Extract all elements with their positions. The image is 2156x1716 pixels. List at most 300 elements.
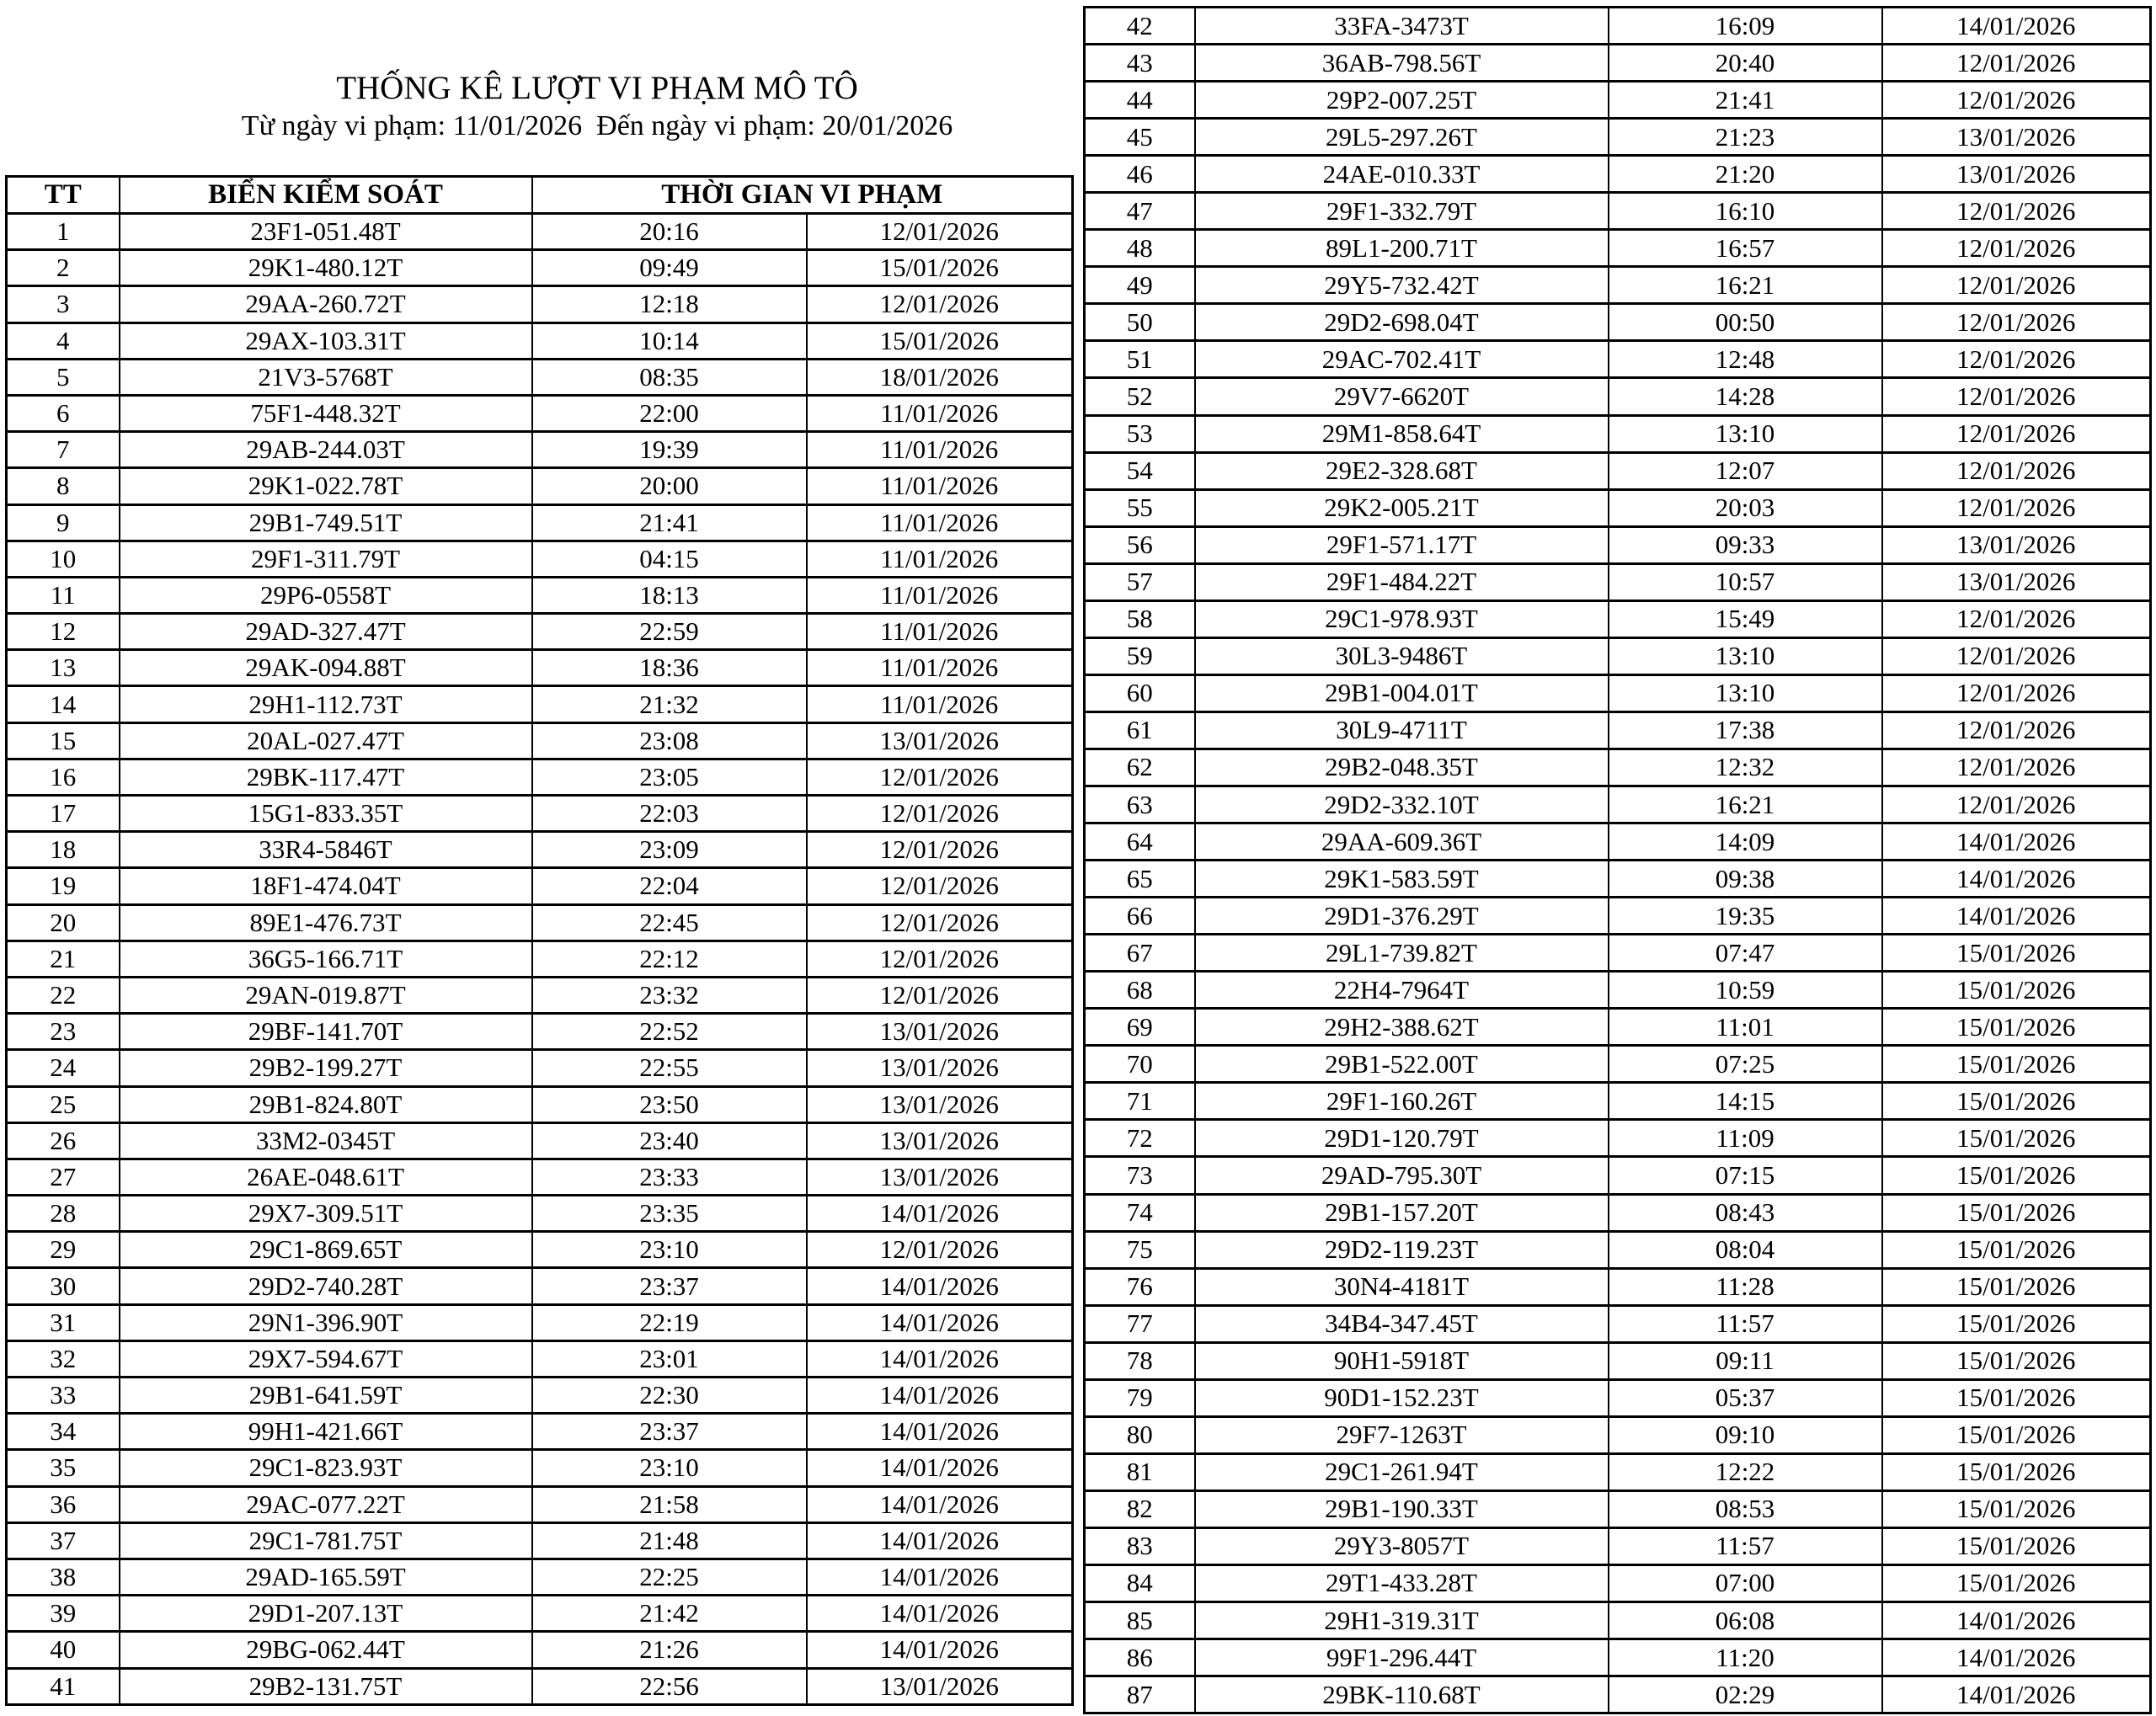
cell-tt: 61 [1085, 711, 1195, 749]
cell-plate: 29F1-484.22T [1195, 563, 1609, 600]
col-header-plate: BIỂN KIỂM SOÁT [120, 177, 532, 214]
cell-tt: 4 [7, 322, 120, 359]
cell-time: 07:47 [1609, 935, 1882, 972]
cell-time: 22:45 [532, 904, 807, 941]
cell-tt: 5 [7, 359, 120, 395]
cell-plate: 29F1-332.79T [1195, 193, 1609, 230]
cell-time: 11:20 [1609, 1639, 1882, 1676]
cell-plate: 29N1-396.90T [120, 1304, 532, 1340]
cell-plate: 26AE-048.61T [120, 1159, 532, 1195]
cell-tt: 82 [1085, 1490, 1195, 1527]
cell-tt: 84 [1085, 1564, 1195, 1601]
table-row [7, 286, 1073, 322]
table-row [7, 759, 1073, 795]
table-row [1085, 898, 2151, 935]
cell-time: 11:28 [1609, 1268, 1882, 1305]
cell-time: 06:08 [1609, 1602, 1882, 1639]
cell-tt: 50 [1085, 304, 1195, 341]
cell-time: 10:14 [532, 322, 807, 359]
cell-time: 11:09 [1609, 1120, 1882, 1157]
cell-time: 11:57 [1609, 1527, 1882, 1564]
cell-tt: 48 [1085, 230, 1195, 267]
cell-tt: 66 [1085, 898, 1195, 935]
cell-tt: 77 [1085, 1305, 1195, 1342]
cell-plate: 29AX-103.31T [120, 322, 532, 359]
cell-time: 13:10 [1609, 415, 1882, 452]
cell-plate: 29D1-376.29T [1195, 898, 1609, 935]
cell-tt: 68 [1085, 972, 1195, 1009]
cell-tt: 76 [1085, 1268, 1195, 1305]
cell-plate: 29C1-869.65T [120, 1232, 532, 1268]
cell-date: 12/01/2026 [1882, 267, 2151, 304]
cell-plate: 22H4-7964T [1195, 972, 1609, 1009]
cell-tt: 36 [7, 1486, 120, 1522]
cell-plate: 21V3-5768T [120, 359, 532, 395]
cell-plate: 29F1-160.26T [1195, 1083, 1609, 1120]
cell-date: 11/01/2026 [807, 650, 1073, 686]
cell-plate: 29B1-157.20T [1195, 1194, 1609, 1231]
violations-rows-left [7, 214, 1073, 1705]
cell-time: 21:32 [532, 686, 807, 722]
cell-tt: 26 [7, 1122, 120, 1159]
cell-tt: 40 [7, 1632, 120, 1668]
cell-time: 22:03 [532, 796, 807, 832]
cell-date: 14/01/2026 [807, 1378, 1073, 1414]
cell-tt: 9 [7, 504, 120, 541]
cell-plate: 29V7-6620T [1195, 378, 1609, 415]
cell-plate: 29D2-698.04T [1195, 304, 1609, 341]
cell-plate: 29AD-165.59T [120, 1559, 532, 1595]
cell-tt: 78 [1085, 1342, 1195, 1379]
cell-plate: 29C1-823.93T [120, 1450, 532, 1486]
table-row [7, 541, 1073, 577]
cell-date: 12/01/2026 [1882, 786, 2151, 823]
cell-time: 10:57 [1609, 563, 1882, 600]
cell-plate: 29AA-609.36T [1195, 823, 1609, 861]
cell-time: 22:04 [532, 868, 807, 904]
table-row [1085, 823, 2151, 861]
cell-time: 09:11 [1609, 1342, 1882, 1379]
cell-time: 23:32 [532, 977, 807, 1013]
cell-time: 23:08 [532, 722, 807, 759]
cell-tt: 21 [7, 941, 120, 977]
cell-date: 14/01/2026 [807, 1486, 1073, 1522]
cell-date: 11/01/2026 [807, 395, 1073, 431]
table-row [7, 1340, 1073, 1377]
table-row [1085, 304, 2151, 341]
cell-date: 15/01/2026 [1882, 1120, 2151, 1157]
cell-tt: 53 [1085, 415, 1195, 452]
cell-plate: 29C1-781.75T [120, 1522, 532, 1559]
cell-tt: 87 [1085, 1676, 1195, 1713]
cell-date: 14/01/2026 [1882, 1602, 2151, 1639]
cell-tt: 62 [1085, 749, 1195, 786]
cell-plate: 29BG-062.44T [120, 1632, 532, 1668]
violations-rows-right [1085, 8, 2151, 1713]
cell-date: 13/01/2026 [807, 722, 1073, 759]
cell-date: 14/01/2026 [807, 1268, 1073, 1304]
cell-date: 12/01/2026 [1882, 637, 2151, 674]
cell-plate: 29L1-739.82T [1195, 935, 1609, 972]
table-row [7, 504, 1073, 541]
cell-plate: 29X7-309.51T [120, 1196, 532, 1232]
table-row [1085, 1268, 2151, 1305]
cell-time: 08:35 [532, 359, 807, 395]
table-row [1085, 1120, 2151, 1157]
cell-tt: 46 [1085, 156, 1195, 193]
page-subtitle: Từ ngày vi phạm: 11/01/2026 Đến ngày vi phạm: 20/01/2026 [241, 110, 953, 141]
cell-date: 13/01/2026 [807, 1050, 1073, 1086]
cell-time: 14:09 [1609, 823, 1882, 861]
table-row [1085, 1046, 2151, 1083]
table-row [1085, 45, 2151, 82]
table-row [1085, 1676, 2151, 1713]
cell-tt: 80 [1085, 1416, 1195, 1453]
cell-tt: 18 [7, 832, 120, 868]
cell-plate: 75F1-448.32T [120, 395, 532, 431]
cell-plate: 29BK-117.47T [120, 759, 532, 795]
cell-plate: 29AB-244.03T [120, 432, 532, 468]
table-row [7, 904, 1073, 941]
cell-plate: 29AC-702.41T [1195, 341, 1609, 378]
cell-time: 19:39 [532, 432, 807, 468]
table-row [1085, 972, 2151, 1009]
table-row [7, 722, 1073, 759]
cell-plate: 29P6-0558T [120, 577, 532, 613]
cell-plate: 29K1-022.78T [120, 468, 532, 504]
cell-tt: 13 [7, 650, 120, 686]
cell-plate: 29T1-433.28T [1195, 1564, 1609, 1601]
cell-plate: 99H1-421.66T [120, 1414, 532, 1450]
cell-tt: 51 [1085, 341, 1195, 378]
table-row [1085, 452, 2151, 489]
cell-tt: 15 [7, 722, 120, 759]
cell-tt: 14 [7, 686, 120, 722]
table-row [7, 1486, 1073, 1522]
table-row [7, 577, 1073, 613]
cell-time: 18:13 [532, 577, 807, 613]
cell-date: 18/01/2026 [807, 359, 1073, 395]
cell-tt: 41 [7, 1668, 120, 1704]
cell-plate: 36G5-166.71T [120, 941, 532, 977]
cell-plate: 29Y5-732.42T [1195, 267, 1609, 304]
cell-plate: 20AL-027.47T [120, 722, 532, 759]
table-row [7, 1050, 1073, 1086]
table-row [1085, 119, 2151, 156]
cell-time: 07:25 [1609, 1046, 1882, 1083]
cell-time: 08:43 [1609, 1194, 1882, 1231]
cell-time: 12:48 [1609, 341, 1882, 378]
cell-tt: 2 [7, 250, 120, 286]
cell-date: 12/01/2026 [807, 286, 1073, 322]
table-row [1085, 1453, 2151, 1490]
table-row [1085, 82, 2151, 119]
cell-plate: 30L3-9486T [1195, 637, 1609, 674]
table-row [1085, 378, 2151, 415]
cell-time: 05:37 [1609, 1379, 1882, 1416]
cell-time: 21:48 [532, 1522, 807, 1559]
cell-time: 12:32 [1609, 749, 1882, 786]
cell-date: 15/01/2026 [1882, 1157, 2151, 1194]
cell-date: 14/01/2026 [807, 1596, 1073, 1632]
cell-time: 22:59 [532, 614, 807, 650]
cell-time: 22:25 [532, 1559, 807, 1595]
table-row [1085, 156, 2151, 193]
cell-tt: 11 [7, 577, 120, 613]
cell-date: 15/01/2026 [1882, 1083, 2151, 1120]
cell-plate: 29B1-641.59T [120, 1378, 532, 1414]
cell-time: 20:16 [532, 214, 807, 250]
cell-date: 12/01/2026 [1882, 193, 2151, 230]
col-header-tt: TT [7, 177, 120, 214]
cell-time: 16:10 [1609, 193, 1882, 230]
cell-plate: 29BF-141.70T [120, 1014, 532, 1050]
table-row [1085, 1009, 2151, 1046]
table-row [7, 1304, 1073, 1340]
table-row [1085, 563, 2151, 600]
cell-tt: 33 [7, 1378, 120, 1414]
cell-date: 12/01/2026 [1882, 711, 2151, 749]
cell-date: 15/01/2026 [1882, 1305, 2151, 1342]
cell-tt: 85 [1085, 1602, 1195, 1639]
cell-time: 22:55 [532, 1050, 807, 1086]
cell-date: 12/01/2026 [1882, 415, 2151, 452]
cell-time: 07:00 [1609, 1564, 1882, 1601]
cell-time: 12:22 [1609, 1453, 1882, 1490]
cell-plate: 29B2-048.35T [1195, 749, 1609, 786]
cell-time: 22:52 [532, 1014, 807, 1050]
cell-date: 12/01/2026 [807, 832, 1073, 868]
cell-plate: 34B4-347.45T [1195, 1305, 1609, 1342]
table-row [1085, 1527, 2151, 1564]
cell-time: 21:23 [1609, 119, 1882, 156]
cell-date: 13/01/2026 [1882, 526, 2151, 563]
cell-tt: 35 [7, 1450, 120, 1486]
cell-plate: 29B1-522.00T [1195, 1046, 1609, 1083]
cell-tt: 32 [7, 1340, 120, 1377]
cell-tt: 59 [1085, 637, 1195, 674]
cell-date: 11/01/2026 [807, 468, 1073, 504]
cell-tt: 55 [1085, 489, 1195, 526]
cell-plate: 29B1-004.01T [1195, 674, 1609, 711]
table-row [1085, 1194, 2151, 1231]
cell-time: 12:18 [532, 286, 807, 322]
table-row [7, 1668, 1073, 1704]
cell-plate: 29K1-480.12T [120, 250, 532, 286]
table-row [1085, 193, 2151, 230]
cell-plate: 29D2-740.28T [120, 1268, 532, 1304]
cell-date: 15/01/2026 [1882, 1490, 2151, 1527]
cell-tt: 52 [1085, 378, 1195, 415]
cell-time: 09:38 [1609, 861, 1882, 898]
cell-tt: 17 [7, 796, 120, 832]
cell-time: 23:35 [532, 1196, 807, 1232]
cell-tt: 57 [1085, 563, 1195, 600]
table-row [7, 1596, 1073, 1632]
cell-time: 18:36 [532, 650, 807, 686]
table-row [7, 214, 1073, 250]
cell-plate: 29AN-019.87T [120, 977, 532, 1013]
cell-plate: 29AK-094.88T [120, 650, 532, 686]
cell-plate: 29B2-199.27T [120, 1050, 532, 1086]
cell-date: 14/01/2026 [1882, 1639, 2151, 1676]
table-row [7, 868, 1073, 904]
table-row [7, 1014, 1073, 1050]
cell-plate: 89E1-476.73T [120, 904, 532, 941]
cell-date: 12/01/2026 [1882, 341, 2151, 378]
cell-date: 14/01/2026 [1882, 823, 2151, 861]
cell-plate: 90D1-152.23T [1195, 1379, 1609, 1416]
cell-time: 10:59 [1609, 972, 1882, 1009]
cell-date: 14/01/2026 [1882, 861, 2151, 898]
cell-time: 22:56 [532, 1668, 807, 1704]
cell-tt: 38 [7, 1559, 120, 1595]
cell-tt: 71 [1085, 1083, 1195, 1120]
cell-tt: 63 [1085, 786, 1195, 823]
violations-table-left [5, 175, 1074, 1706]
table-row [7, 832, 1073, 868]
cell-tt: 72 [1085, 1120, 1195, 1157]
cell-tt: 39 [7, 1596, 120, 1632]
cell-time: 21:42 [532, 1596, 807, 1632]
cell-plate: 29H1-112.73T [120, 686, 532, 722]
cell-date: 15/01/2026 [1882, 972, 2151, 1009]
table-row [1085, 861, 2151, 898]
cell-plate: 29E2-328.68T [1195, 452, 1609, 489]
cell-date: 12/01/2026 [1882, 304, 2151, 341]
cell-date: 14/01/2026 [807, 1522, 1073, 1559]
cell-tt: 1 [7, 214, 120, 250]
table-row [1085, 1602, 2151, 1639]
cell-tt: 19 [7, 868, 120, 904]
cell-time: 14:15 [1609, 1083, 1882, 1120]
table-row [1085, 674, 2151, 711]
cell-date: 12/01/2026 [1882, 749, 2151, 786]
table-row [1085, 1416, 2151, 1453]
cell-plate: 29P2-007.25T [1195, 82, 1609, 119]
cell-time: 11:57 [1609, 1305, 1882, 1342]
cell-plate: 33R4-5846T [120, 832, 532, 868]
cell-time: 14:28 [1609, 378, 1882, 415]
cell-date: 13/01/2026 [1882, 119, 2151, 156]
cell-plate: 29AA-260.72T [120, 286, 532, 322]
cell-date: 13/01/2026 [1882, 156, 2151, 193]
cell-tt: 58 [1085, 600, 1195, 637]
table-row [7, 322, 1073, 359]
cell-tt: 6 [7, 395, 120, 431]
cell-date: 12/01/2026 [1882, 600, 2151, 637]
cell-date: 11/01/2026 [807, 614, 1073, 650]
cell-date: 12/01/2026 [807, 941, 1073, 977]
cell-time: 20:03 [1609, 489, 1882, 526]
cell-date: 14/01/2026 [807, 1304, 1073, 1340]
table-row [1085, 1083, 2151, 1120]
cell-date: 13/01/2026 [807, 1086, 1073, 1122]
cell-plate: 29B1-824.80T [120, 1086, 532, 1122]
table-row [7, 468, 1073, 504]
cell-tt: 43 [1085, 45, 1195, 82]
cell-tt: 86 [1085, 1639, 1195, 1676]
cell-tt: 45 [1085, 119, 1195, 156]
table-row [7, 941, 1073, 977]
cell-date: 15/01/2026 [1882, 1268, 2151, 1305]
table-row [1085, 341, 2151, 378]
cell-time: 21:26 [532, 1632, 807, 1668]
cell-date: 13/01/2026 [807, 1668, 1073, 1704]
table-row [1085, 1490, 2151, 1527]
cell-tt: 20 [7, 904, 120, 941]
cell-time: 23:09 [532, 832, 807, 868]
cell-time: 23:10 [532, 1450, 807, 1486]
cell-date: 15/01/2026 [1882, 1453, 2151, 1490]
cell-date: 13/01/2026 [807, 1159, 1073, 1195]
cell-plate: 30L9-4711T [1195, 711, 1609, 749]
cell-plate: 29AD-795.30T [1195, 1157, 1609, 1194]
cell-tt: 31 [7, 1304, 120, 1340]
table-row [1085, 267, 2151, 304]
table-row [1085, 415, 2151, 452]
cell-tt: 73 [1085, 1157, 1195, 1194]
cell-date: 14/01/2026 [807, 1340, 1073, 1377]
cell-time: 21:20 [1609, 156, 1882, 193]
cell-tt: 56 [1085, 526, 1195, 563]
cell-tt: 28 [7, 1196, 120, 1232]
cell-tt: 30 [7, 1268, 120, 1304]
cell-time: 09:10 [1609, 1416, 1882, 1453]
table-row [1085, 1231, 2151, 1268]
cell-time: 16:21 [1609, 267, 1882, 304]
table-row [1085, 230, 2151, 267]
table-row [7, 650, 1073, 686]
cell-time: 00:50 [1609, 304, 1882, 341]
table-row [7, 1122, 1073, 1159]
cell-tt: 7 [7, 432, 120, 468]
cell-time: 23:10 [532, 1232, 807, 1268]
cell-time: 21:41 [532, 504, 807, 541]
cell-tt: 69 [1085, 1009, 1195, 1046]
cell-time: 23:37 [532, 1268, 807, 1304]
cell-date: 14/01/2026 [807, 1414, 1073, 1450]
cell-time: 22:19 [532, 1304, 807, 1340]
cell-tt: 10 [7, 541, 120, 577]
cell-time: 23:33 [532, 1159, 807, 1195]
table-row [1085, 1639, 2151, 1676]
cell-date: 14/01/2026 [807, 1196, 1073, 1232]
cell-tt: 81 [1085, 1453, 1195, 1490]
cell-date: 11/01/2026 [807, 686, 1073, 722]
cell-date: 14/01/2026 [1882, 898, 2151, 935]
cell-time: 04:15 [532, 541, 807, 577]
cell-time: 22:30 [532, 1378, 807, 1414]
cell-time: 20:00 [532, 468, 807, 504]
cell-date: 11/01/2026 [807, 541, 1073, 577]
cell-plate: 18F1-474.04T [120, 868, 532, 904]
cell-plate: 29F1-311.79T [120, 541, 532, 577]
cell-plate: 29D2-119.23T [1195, 1231, 1609, 1268]
cell-plate: 29K1-583.59T [1195, 861, 1609, 898]
cell-date: 12/01/2026 [1882, 45, 2151, 82]
cell-tt: 79 [1085, 1379, 1195, 1416]
cell-date: 12/01/2026 [807, 868, 1073, 904]
cell-date: 13/01/2026 [807, 1122, 1073, 1159]
table-row [1085, 1157, 2151, 1194]
cell-date: 11/01/2026 [807, 577, 1073, 613]
table-row [7, 395, 1073, 431]
cell-tt: 54 [1085, 452, 1195, 489]
table-row [7, 796, 1073, 832]
cell-date: 14/01/2026 [807, 1632, 1073, 1668]
cell-date: 12/01/2026 [1882, 378, 2151, 415]
